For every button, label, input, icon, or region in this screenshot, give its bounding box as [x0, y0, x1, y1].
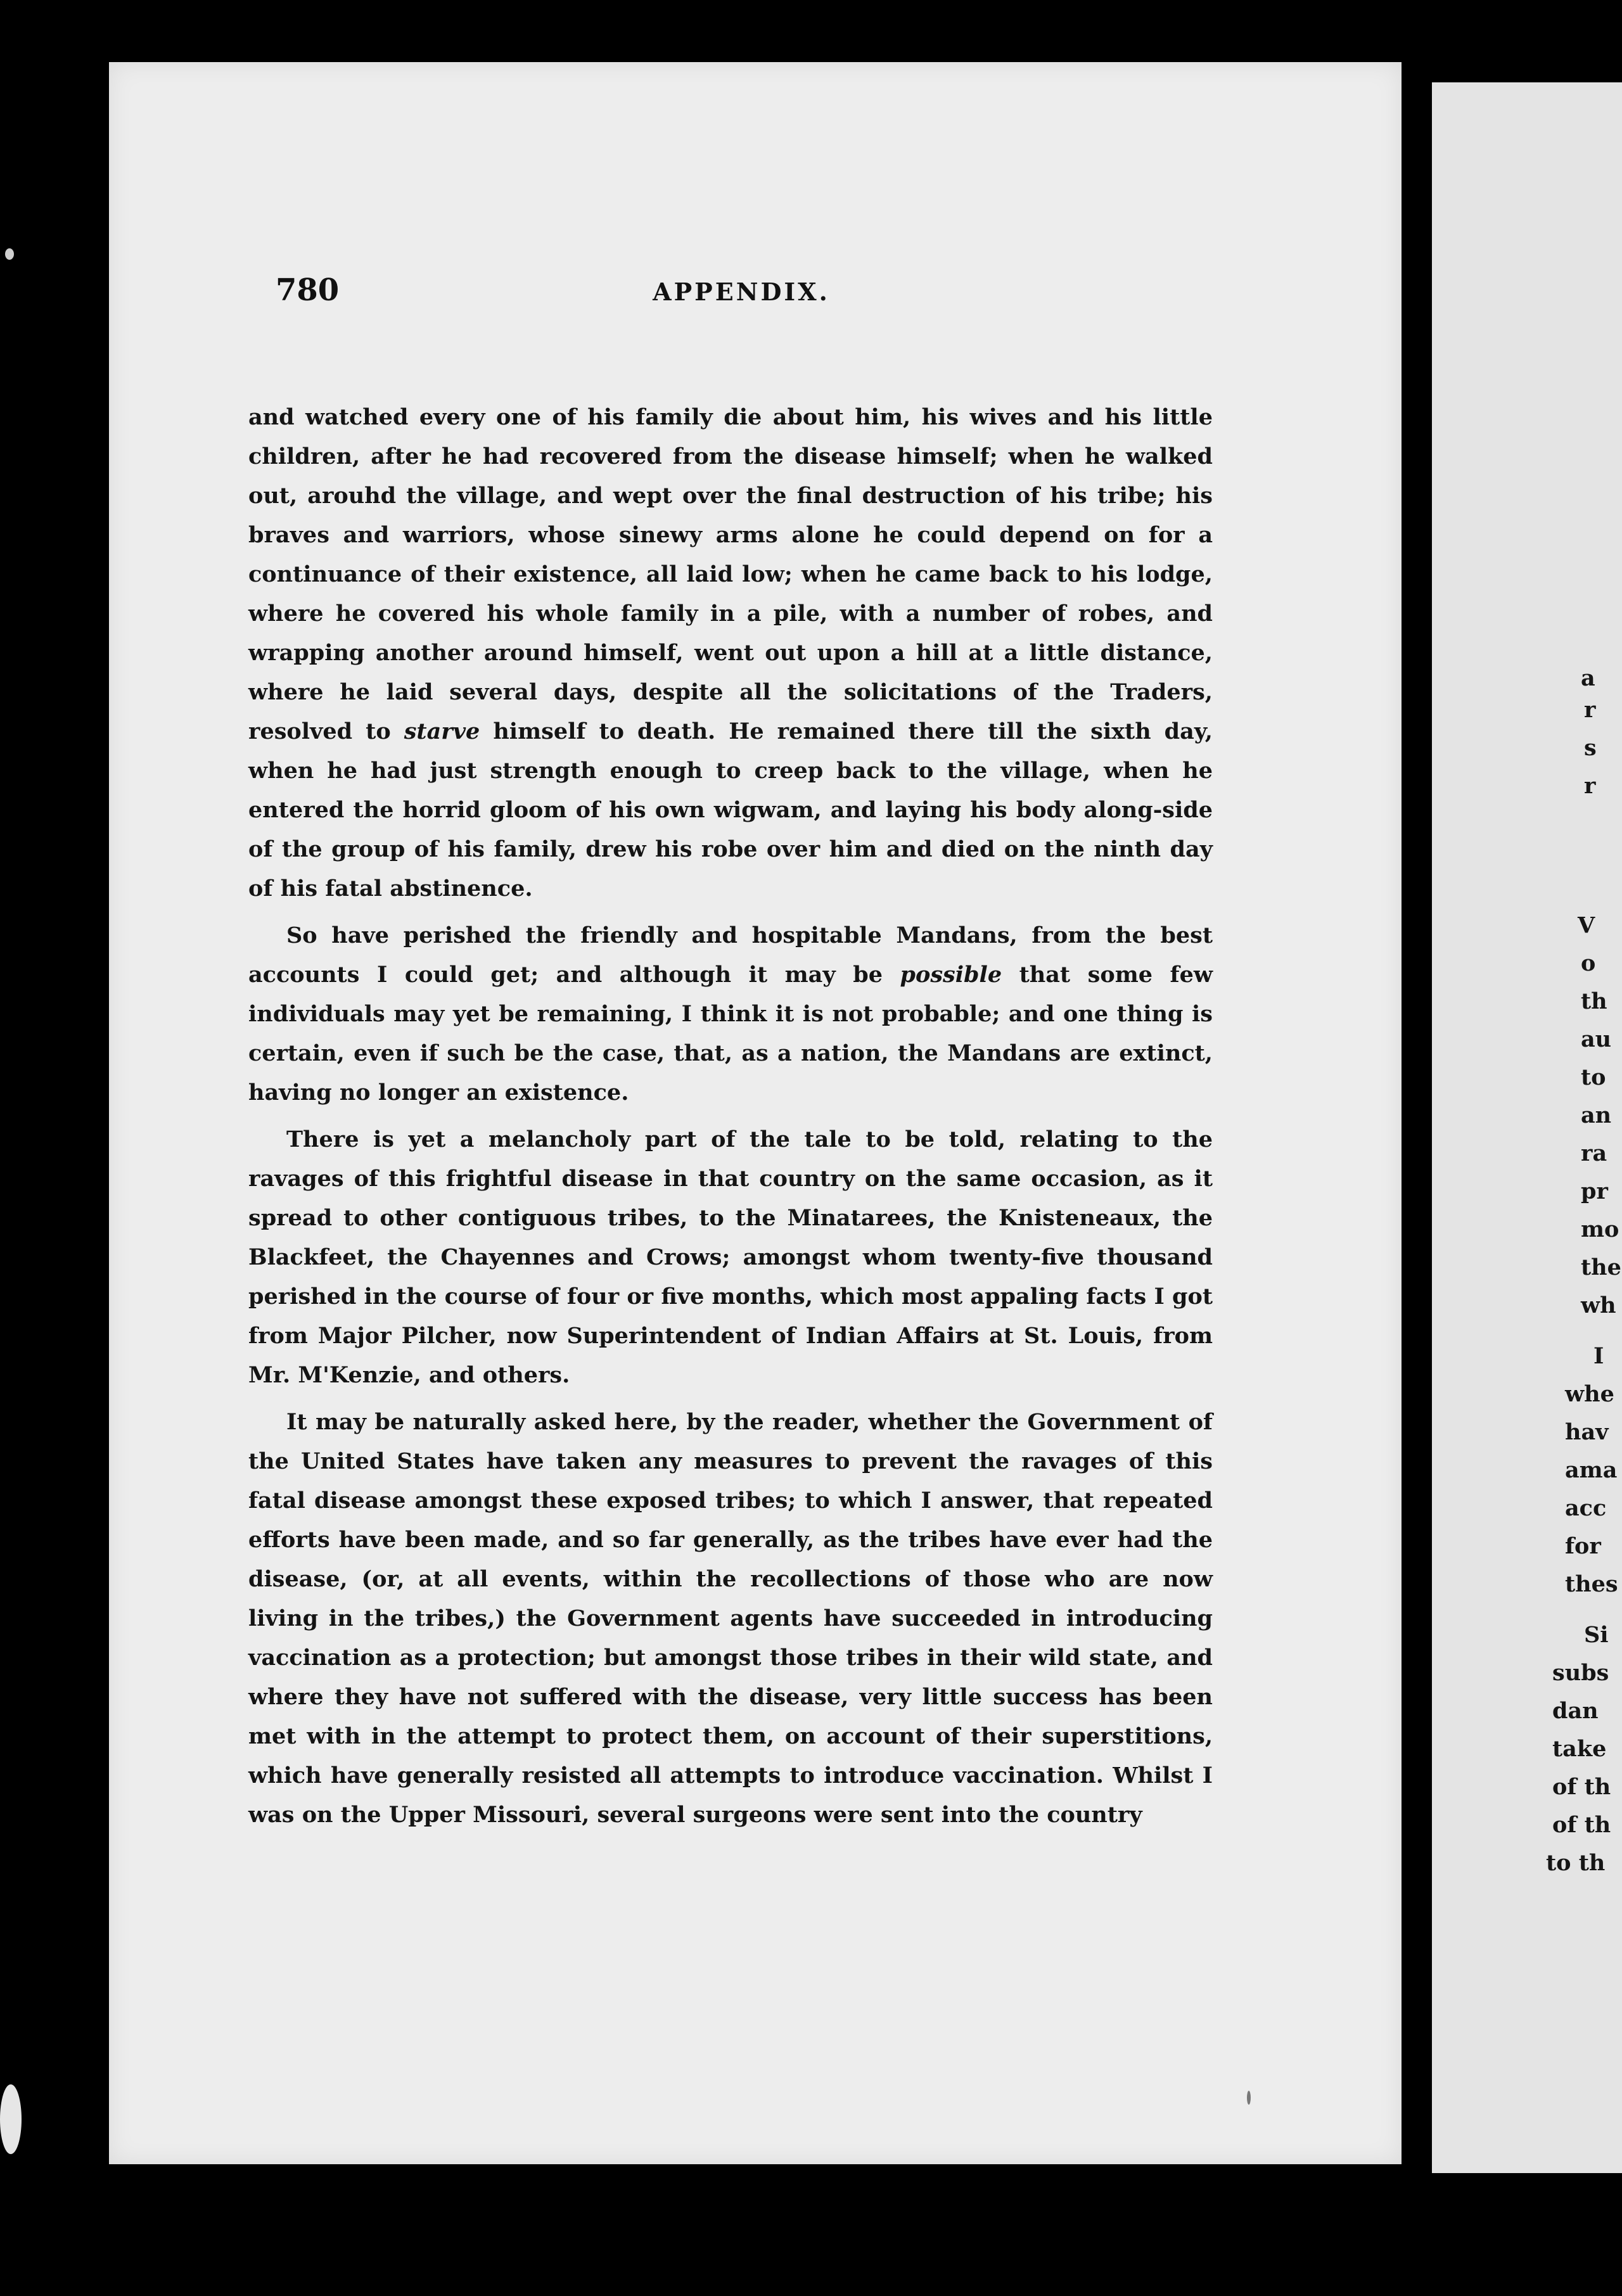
facing-line: acc	[1565, 1495, 1607, 1521]
facing-line: mo	[1581, 1216, 1619, 1242]
running-head	[276, 272, 1207, 329]
facing-line: au	[1581, 1026, 1612, 1052]
facing-line: wh	[1581, 1292, 1616, 1318]
running-title: APPENDIX.	[653, 277, 830, 306]
scan-artifact-mark	[1247, 2091, 1251, 2105]
paragraph-2-part-b: that some few individuals may yet be remaining, I think it is not probable; and one thing is certain, even if such be the case, that, as a nation, the Mandans are extinct, having no longer an existence.	[248, 962, 1213, 1106]
facing-line: Si	[1584, 1622, 1609, 1648]
facing-line: of th	[1552, 1812, 1611, 1838]
facing-line: to	[1581, 1064, 1606, 1090]
paragraph-4: It may be naturally asked here, by the reader, whether the Government of the United States have taken any measures to prevent the ravages of this fatal disease amongst these exposed tribes; to which I answer, that repeated efforts have been made, and so far generally, as the tribes have ever had the disease, (or, at all events, within the recollections of those who are now living in the tribes,) the Government agents have succeeded in introducing vaccination as a protection; but amongst those tribes in their wild state, and where they have not suffered with the disease, very little success has been met with in the attempt to protect them, on account of their superstitions, which have generally resisted all attempts to introduce vaccination. Whilst I was on the Upper Missouri, several surgeons were sent into the country	[248, 1409, 1213, 1828]
paragraph-1-italic-word: starve	[404, 718, 480, 744]
paragraph-2	[248, 916, 1213, 1113]
facing-line: subs	[1552, 1660, 1609, 1686]
facing-line: hav	[1565, 1419, 1609, 1445]
facing-line: s	[1584, 735, 1597, 761]
facing-line: o	[1581, 950, 1596, 976]
paragraph-1-part-b: himself to death. He remained there till the sixth day, when he had just strength enough to creep back to the village, when he entered the horrid gloom of his own wigwam, and laying his body along-side of the group of his family, drew his robe over him and died on the ninth day of his fatal abstinence.	[248, 718, 1213, 902]
facing-line: to th	[1546, 1850, 1606, 1876]
facing-line: V	[1578, 912, 1595, 938]
facing-line: a	[1581, 665, 1595, 691]
facing-line: an	[1581, 1102, 1612, 1128]
facing-line: r	[1584, 773, 1596, 799]
facing-line: ra	[1581, 1140, 1607, 1166]
facing-line: the	[1581, 1254, 1621, 1280]
scan-artifact-blot	[0, 2084, 22, 2154]
scan-artifact-speck	[5, 248, 14, 260]
paragraph-1	[248, 398, 1213, 909]
facing-line: pr	[1581, 1178, 1608, 1204]
facing-line: for	[1565, 1533, 1601, 1559]
facing-line: I	[1593, 1343, 1604, 1369]
paragraph-2-italic-word: possible	[900, 962, 1002, 988]
facing-line: dan	[1552, 1698, 1599, 1724]
facing-line: of th	[1552, 1774, 1611, 1800]
body-text	[248, 398, 1213, 1842]
facing-page-edge	[1432, 82, 1622, 2173]
page-number: 780	[276, 272, 340, 308]
paragraph-1-part-a: and watched every one of his family die about him, his wives and his little children, after he had recovered from the disease himself; when he walked out, arouhd the village, and wept over the final destruction of his tribe; his braves and warriors, whose sinewy arms alone he could depend on for a continuance of their existence, all laid low; when he came back to his lodge, where he covered his whole family in a pile, with a number of robes, and wrapping another around himself, went out upon a hill at a little distance, where he laid several days, despite all the solicitations of the Traders, resolved to	[248, 404, 1213, 744]
paragraph-2-part-a: So have perished the friendly and hospitable Mandans, from the best accounts I could get; and although it may be	[248, 922, 1213, 988]
facing-line: whe	[1565, 1381, 1614, 1407]
facing-line: take	[1552, 1736, 1607, 1762]
facing-line: r	[1584, 697, 1596, 723]
facing-line: ama	[1565, 1457, 1618, 1483]
facing-line: thes	[1565, 1571, 1618, 1597]
facing-line: th	[1581, 988, 1607, 1014]
paragraph-3: There is yet a melancholy part of the tale to be told, relating to the ravages of this frightful disease in that country on the same occasion, as it spread to other contiguous tribes, to the Minatarees, the Knisteneaux, the Blackfeet, the Chayennes and Crows; amongst whom twenty-five thousand perished in the course of four or five months, which most appaling facts I got from Major Pilcher, now Superintendent of Indian Affairs at St. Louis, from Mr. M'Kenzie, and others.	[248, 1126, 1213, 1388]
